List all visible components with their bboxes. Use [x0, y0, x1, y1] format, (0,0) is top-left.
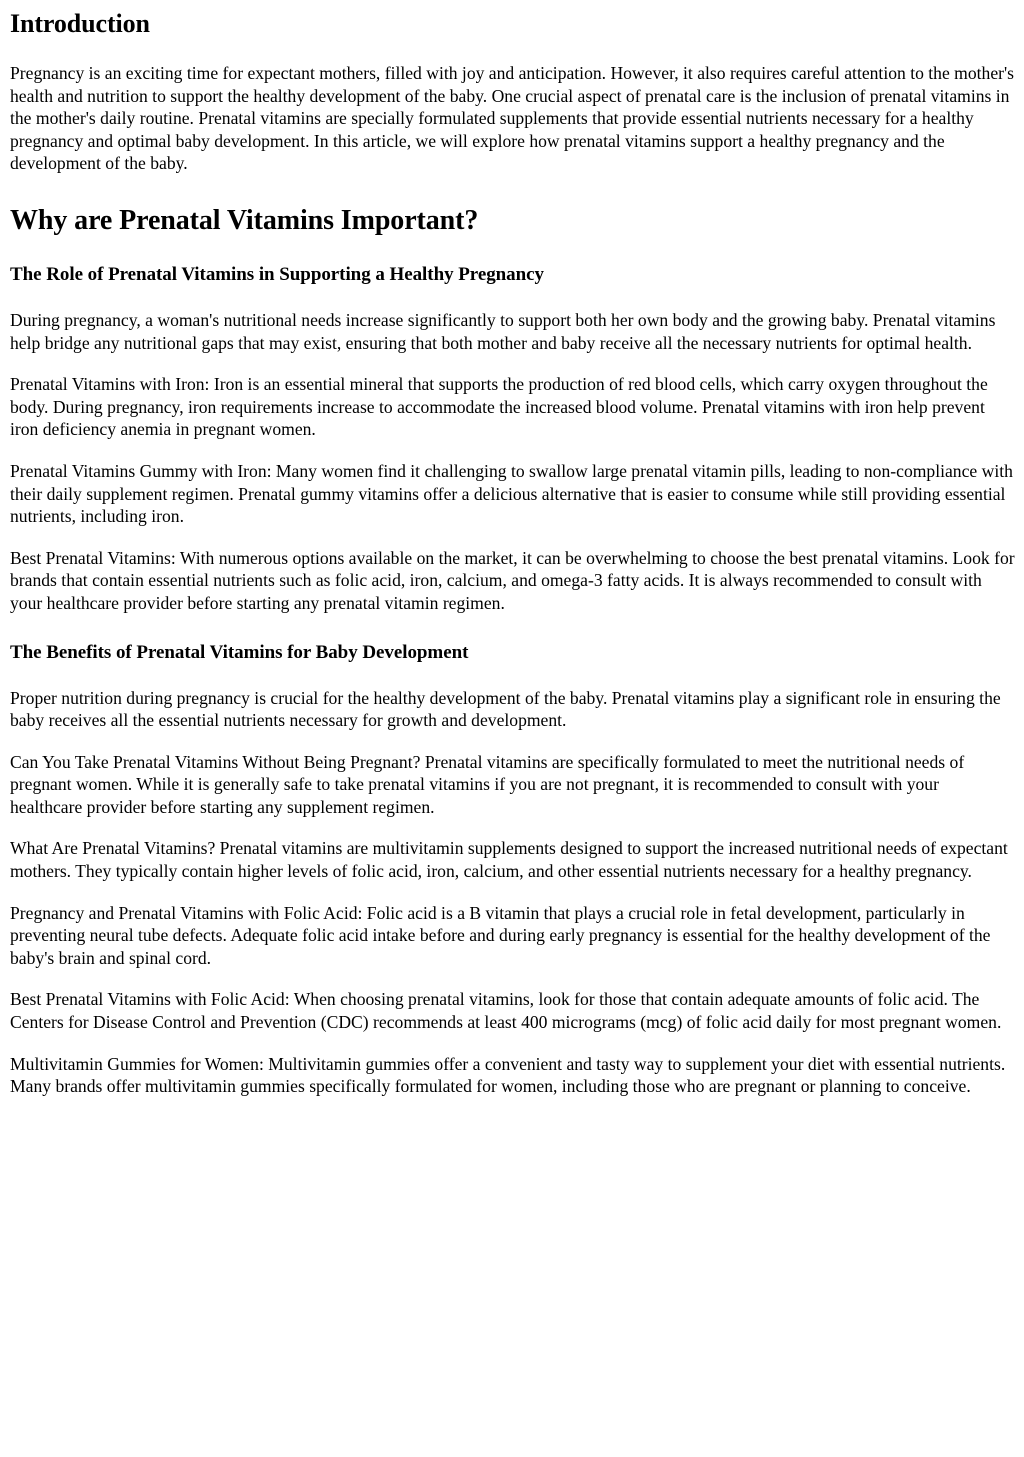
paragraph-prenatal-vitamins-with-iron: Prenatal Vitamins with Iron: Iron is an essential mineral that supports the production of red blood cells, which carry oxygen throughout the body. During pregnancy, iron requirements increase to accommodate the increased blood volume. Prenatal vitamins with iron help prevent iron deficiency anemia in pregnant women. — [10, 374, 988, 440]
paragraph-take-without-being-pregnant: Can You Take Prenatal Vitamins Without Being Pregnant? Prenatal vitamins are specifically formulated to meet the nutritional needs of pregnant women. While it is generally safe to take prenatal vitamins if you are not pregnant, it is recommended to consult with your healthcare provider before starting any supplement regimen. — [10, 751, 965, 817]
paragraph-best-prenatal-vitamins-folic-acid: Best Prenatal Vitamins with Folic Acid: When choosing prenatal vitamins, look for those that contain adequate amounts of folic acid. The Centers for Disease Control and Prevention (CDC) recommends at least 400 micrograms (mcg) of folic acid daily for most pregnant women. — [10, 989, 1002, 1033]
heading-why-prenatal-vitamins-important: Why are Prenatal Vitamins Important? — [10, 204, 479, 236]
paragraph-pregnancy-folic-acid: Pregnancy and Prenatal Vitamins with Folic Acid: Folic acid is a B vitamin that plays a crucial role in fetal development, particularly in preventing neural tube defects. Adequate folic acid intake before and during early pregnancy is essential for the healthy development of the baby's brain and spinal cord. — [10, 902, 991, 968]
paragraph-prenatal-vitamins-gummy-with-iron: Prenatal Vitamins Gummy with Iron: Many women find it challenging to swallow large prenatal vitamin pills, leading to non-compliance with their daily supplement regimen. Prenatal gummy vitamins offer a delicious alternative that is easier to consume while still providing essential nutrients, including iron. — [10, 460, 1013, 527]
heading-role-supporting-healthy-pregnancy: The Role of Prenatal Vitamins in Supporting a Healthy Pregnancy — [10, 263, 544, 285]
paragraph-what-are-prenatal-vitamins: What Are Prenatal Vitamins? Prenatal vitamins are multivitamin supplements designed to support the increased nutritional needs of expectant mothers. They typically contain higher levels of folic acid, iron, calcium, and other essential nutrients necessary for a healthy pregnancy. — [10, 838, 1008, 882]
heading-benefits-for-baby-development: The Benefits of Prenatal Vitamins for Baby Development — [10, 641, 469, 663]
page-bottom-whitespace — [10, 1098, 1015, 1099]
paragraph-multivitamin-gummies-for-women: Multivitamin Gummies for Women: Multivitamin gummies offer a convenient and tasty way to supplement your diet with essential nutrients. Many brands offer multivitamin gummies specifically formulated for women, including those who are pregnant or planning to conceive. — [10, 1053, 1006, 1097]
paragraph-best-prenatal-vitamins: Best Prenatal Vitamins: With numerous options available on the market, it can be overwhelming to choose the best prenatal vitamins. Look for brands that contain essential nutrients such as folic acid, iron, calcium, and omega-3 fatty acids. It is always recommended to consult with your healthcare provider before starting any prenatal vitamin regimen. — [10, 547, 1015, 613]
document-page — [0, 9, 1024, 1457]
paragraph-during-pregnancy: During pregnancy, a woman's nutritional needs increase significantly to support both her own body and the growing baby. Prenatal vitamins help bridge any nutritional gaps that may exist, ensuring that both mother and baby receive all the necessary nutrients for optimal health. — [10, 309, 996, 353]
heading-introduction: Introduction — [10, 9, 150, 38]
paragraph-introduction: Pregnancy is an exciting time for expectant mothers, filled with joy and anticipation. However, it also requires careful attention to the mother's health and nutrition to support the healthy development of the baby. One crucial aspect of prenatal care is the inclusion of prenatal vitamins in the mother's daily routine. Prenatal vitamins are specially formulated supplements that provide essential nutrients necessary for a healthy pregnancy and optimal baby development. In this article, we will explore how prenatal vitamins support a healthy pregnancy and the development of the baby. — [10, 63, 1015, 174]
paragraph-proper-nutrition: Proper nutrition during pregnancy is crucial for the healthy development of the baby. Prenatal vitamins play a significant role in ensuring the baby receives all the essential nutrients necessary for growth and development. — [10, 687, 1001, 731]
